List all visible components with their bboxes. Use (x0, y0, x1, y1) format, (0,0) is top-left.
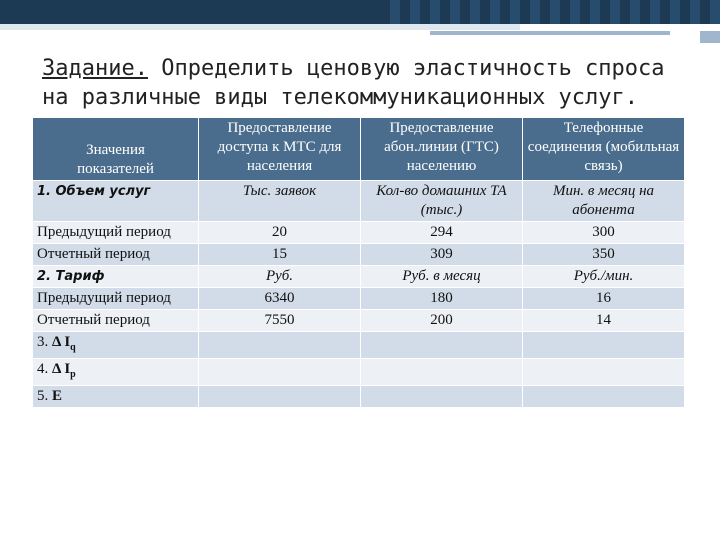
header-accent-line (430, 31, 670, 35)
slide-title (42, 54, 682, 112)
table-cell: 6340 (199, 288, 361, 310)
unit-col2: Кол-во домашних ТА (тыс.) (361, 181, 523, 222)
header-col1: Предоставление доступа к МТС для населения (199, 118, 361, 181)
table-cell (199, 359, 361, 386)
section-label-volume: 1. Объем услуг (33, 181, 199, 222)
table-cell: 20 (199, 222, 361, 244)
table-cell (523, 386, 685, 408)
header-left-line2: показателей (77, 161, 154, 177)
header-stripes (380, 0, 720, 24)
table-cell (199, 332, 361, 359)
table-header-row (33, 118, 685, 181)
table-row-delta-iq (33, 332, 685, 359)
tariff-unit-col1: Руб. (199, 266, 361, 288)
table-cell: 200 (361, 310, 523, 332)
table-cell: 180 (361, 288, 523, 310)
row-label: 3. Δ $I_q$ (33, 332, 199, 359)
table-row-elasticity (33, 386, 685, 408)
table-cell: 350 (523, 244, 685, 266)
table-cell (361, 359, 523, 386)
section-row-tariff (33, 266, 685, 288)
header-accent (520, 24, 720, 30)
row-label: Отчетный период (33, 310, 199, 332)
title-lead: Задание. (42, 56, 148, 81)
title-rest: Определить ценовую эластичность спроса на различные виды телекоммуникационных услуг. (42, 56, 665, 110)
table-cell (199, 386, 361, 408)
row-label: Предыдущий период (33, 222, 199, 244)
table-cell (523, 359, 685, 386)
table-row (33, 310, 685, 332)
header-accent-block (700, 31, 720, 43)
header-col2: Предоставление абон.линии (ГТС) населению (361, 118, 523, 181)
table-cell (361, 386, 523, 408)
table-cell: 294 (361, 222, 523, 244)
section-row-volume (33, 181, 685, 222)
table-cell (523, 332, 685, 359)
header-left-line1: Значения (86, 142, 145, 158)
table-cell: 16 (523, 288, 685, 310)
table-cell: 7550 (199, 310, 361, 332)
unit-col1: Тыс. заявок (199, 181, 361, 222)
table-cell: 15 (199, 244, 361, 266)
section-label-tariff: 2. Тариф (33, 266, 199, 288)
table-cell (361, 332, 523, 359)
row-label: 4. Δ $I_p$ (33, 359, 199, 386)
table-cell: 300 (523, 222, 685, 244)
table-row (33, 222, 685, 244)
table-row (33, 288, 685, 310)
tariff-unit-col2: Руб. в месяц (361, 266, 523, 288)
row-label: Отчетный период (33, 244, 199, 266)
table-row-delta-ip (33, 359, 685, 386)
header-cell-indicators (33, 118, 199, 181)
row-label: Предыдущий период (33, 288, 199, 310)
table-cell: 14 (523, 310, 685, 332)
table-cell: 309 (361, 244, 523, 266)
header-col3: Телефонные соединения (мобильная связь) (523, 118, 685, 181)
table-row (33, 244, 685, 266)
tariff-unit-col3: Руб./мин. (523, 266, 685, 288)
row-label: 5. E (33, 386, 199, 408)
elasticity-table (32, 117, 685, 408)
unit-col3: Мин. в месяц на абонента (523, 181, 685, 222)
